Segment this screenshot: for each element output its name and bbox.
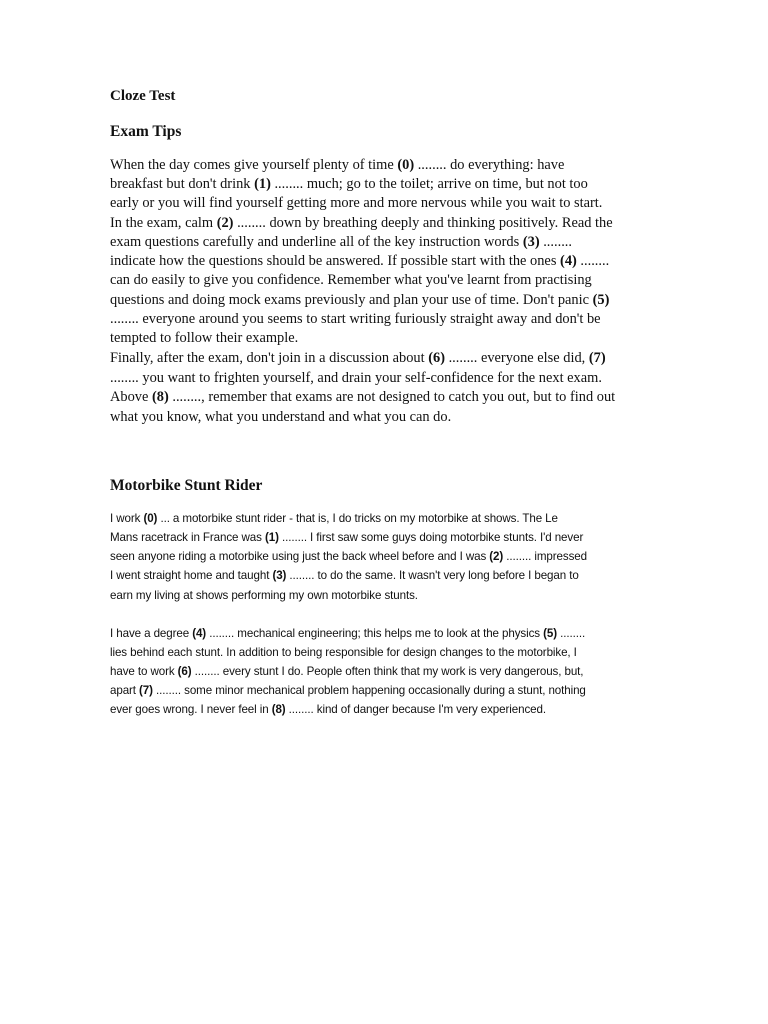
passage-text: ........ much; go to the toilet; arrive on time, but not too <box>270 176 588 192</box>
passage-text: questions and doing mock exams previously and plan your use of time. Don't panic <box>110 292 593 308</box>
exam-tips-line <box>110 271 592 290</box>
passage-text: have to work <box>110 665 178 678</box>
blank-number: (5) <box>592 292 610 308</box>
stunt-rider-line <box>110 624 585 643</box>
passage-text: ........ mechanical engineering; this helps me to look at the physics <box>206 627 544 640</box>
passage-text: Mans racetrack in France was <box>110 531 265 544</box>
passage-text: ........ some minor mechanical problem happening occasionally during a stunt, nothing <box>152 684 586 697</box>
passage-text: apart <box>110 684 140 697</box>
blank-number: (4) <box>192 627 207 640</box>
passage-text: ........ <box>539 234 572 250</box>
exam-tips-line <box>110 233 572 252</box>
passage-text: ........ <box>556 627 586 640</box>
passage-text: earn my living at shows performing my own motorbike stunts. <box>110 589 418 602</box>
blank-number: (6) <box>428 350 445 366</box>
passage-text: ........ kind of danger because I'm very experienced. <box>285 703 546 716</box>
blank-number: (0) <box>143 512 158 525</box>
exam-tips-line <box>110 175 588 194</box>
blank-number: (3) <box>522 234 540 250</box>
exam-tips-line <box>110 388 615 407</box>
passage-text: When the day comes give yourself plenty of time <box>110 157 398 173</box>
stunt-rider-line <box>110 509 558 528</box>
passage-text: ........ every stunt I do. People often think that my work is very dangerous, but, <box>191 665 584 678</box>
passage-text: ........ down by breathing deeply and thinking positively. Read the <box>233 215 613 231</box>
blank-number: (0) <box>397 157 415 173</box>
passage-text: I work <box>110 512 144 525</box>
exam-tips-line <box>110 310 601 329</box>
passage-text: tempted to follow their example. <box>110 330 299 346</box>
stunt-rider-line <box>110 643 577 662</box>
passage-text: can do easily to give you confidence. Remember what you've learnt from practising <box>110 272 592 288</box>
exam-tips-line <box>110 329 298 348</box>
passage-text: ........ <box>576 253 610 269</box>
passage-text: lies behind each stunt. In addition to being responsible for design changes to the motorbike, I <box>110 646 577 659</box>
blank-number: (3) <box>272 569 287 582</box>
blank-number: (6) <box>177 665 192 678</box>
stunt-rider-title: Motorbike Stunt Rider <box>110 477 263 494</box>
passage-text: seen anyone riding a motorbike using just the back wheel before and I was <box>110 550 490 563</box>
stunt-rider-line <box>110 700 546 719</box>
passage-text: ever goes wrong. I never feel in <box>110 703 272 716</box>
stunt-rider-line <box>110 662 583 681</box>
stunt-rider-line <box>110 547 587 566</box>
blank-number: (2) <box>216 215 234 231</box>
passage-text: Finally, after the exam, don't join in a discussion about <box>110 350 429 366</box>
blank-number: (1) <box>254 176 271 192</box>
exam-tips-line <box>110 214 613 233</box>
passage-text: breakfast but don't drink <box>110 176 255 192</box>
passage-text: ........ impressed <box>503 550 587 563</box>
passage-text: ........ everyone around you seems to start writing furiously straight away and don't be <box>110 311 601 327</box>
blank-number: (4) <box>560 253 577 269</box>
exam-tips-line <box>110 349 606 368</box>
stunt-rider-line <box>110 681 586 700</box>
blank-number: (5) <box>543 627 557 640</box>
passage-text: ........ I first saw some guys doing motorbike stunts. I'd never <box>278 531 584 544</box>
stunt-rider-line <box>110 566 579 585</box>
passage-text: indicate how the questions should be answered. If possible start with the ones <box>110 253 561 269</box>
exam-tips-line <box>110 252 609 271</box>
stunt-rider-line <box>110 528 583 547</box>
passage-text: In the exam, calm <box>110 215 217 231</box>
passage-text: ........ everyone else did, <box>444 350 589 366</box>
exam-tips-line <box>110 291 609 310</box>
blank-number: (8) <box>271 703 286 716</box>
passage-text: ........ to do the same. It wasn't very long before I began to <box>286 569 579 582</box>
passage-text: ........, remember that exams are not designed to catch you out, but to find out <box>168 389 616 405</box>
passage-text: ........ you want to frighten yourself, and drain your self-confidence for the next exam. <box>110 370 602 386</box>
blank-number: (1) <box>264 531 279 544</box>
blank-number: (7) <box>139 684 153 697</box>
exam-tips-line <box>110 194 602 213</box>
passage-text: ... a motorbike stunt rider - that is, I do tricks on my motorbike at shows. The Le <box>157 512 558 525</box>
exam-tips-line <box>110 408 451 427</box>
blank-number: (8) <box>151 389 169 405</box>
passage-text: early or you will find yourself getting more and more nervous while you wait to start. <box>110 195 603 211</box>
stunt-rider-line <box>110 586 418 605</box>
passage-text: exam questions carefully and underline all of the key instruction words <box>110 234 523 250</box>
passage-text: I have a degree <box>110 627 193 640</box>
exam-tips-line <box>110 369 602 388</box>
exam-tips-title: Exam Tips <box>110 123 182 140</box>
document-title: Cloze Test <box>110 88 176 104</box>
blank-number: (7) <box>588 350 606 366</box>
passage-text: what you know, what you understand and what you can do. <box>110 409 452 425</box>
passage-text: Above <box>110 389 152 405</box>
passage-text: ........ do everything: have <box>414 157 565 173</box>
blank-number: (2) <box>489 550 504 563</box>
passage-text: I went straight home and taught <box>110 569 273 582</box>
exam-tips-line <box>110 156 564 175</box>
